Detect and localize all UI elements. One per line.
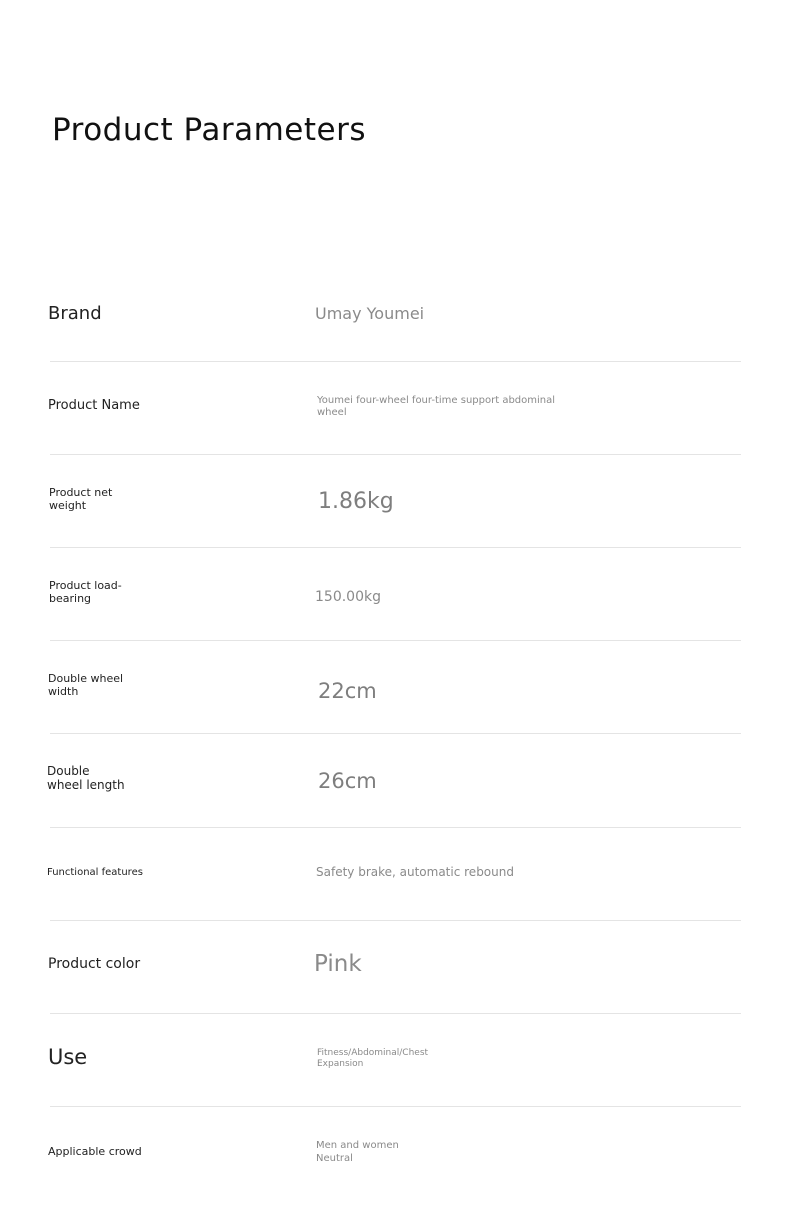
- param-value-product-color: Pink: [314, 951, 362, 977]
- row-divider: [50, 827, 741, 828]
- param-value-functional-features: Safety brake, automatic rebound: [316, 865, 514, 879]
- row-divider: [50, 454, 741, 455]
- param-value-product-name: Youmei four-wheel four-time support abdominal wheel: [317, 395, 556, 418]
- param-value-applicable-crowd: Men and women Neutral: [316, 1140, 399, 1164]
- param-label-wheel-length: Double wheel length: [47, 764, 125, 792]
- row-divider: [50, 1013, 741, 1014]
- page-title: Product Parameters: [52, 112, 366, 148]
- param-value-load-bearing: 150.00kg: [315, 589, 381, 605]
- row-divider: [50, 920, 741, 921]
- param-label-load-bearing: Product load- bearing: [49, 579, 122, 605]
- param-label-applicable-crowd: Applicable crowd: [48, 1145, 142, 1158]
- row-divider: [50, 547, 741, 548]
- row-divider: [50, 733, 741, 734]
- param-label-net-weight: Product net weight: [49, 486, 113, 512]
- row-divider: [50, 640, 741, 641]
- param-label-wheel-width: Double wheel width: [48, 672, 124, 698]
- param-label-product-color: Product color: [48, 956, 141, 972]
- row-divider: [50, 1106, 741, 1107]
- param-label-product-name: Product Name: [48, 398, 140, 413]
- param-label-functional-features: Functional features: [47, 867, 143, 878]
- param-label-use: Use: [48, 1045, 88, 1069]
- param-value-brand: Umay Youmei: [315, 304, 425, 323]
- param-label-brand: Brand: [48, 303, 102, 324]
- param-value-use: Fitness/Abdominal/Chest Expansion: [317, 1048, 429, 1069]
- row-divider: [50, 361, 741, 362]
- param-value-wheel-width: 22cm: [318, 679, 377, 703]
- param-value-net-weight: 1.86kg: [318, 489, 394, 514]
- param-value-wheel-length: 26cm: [318, 769, 377, 793]
